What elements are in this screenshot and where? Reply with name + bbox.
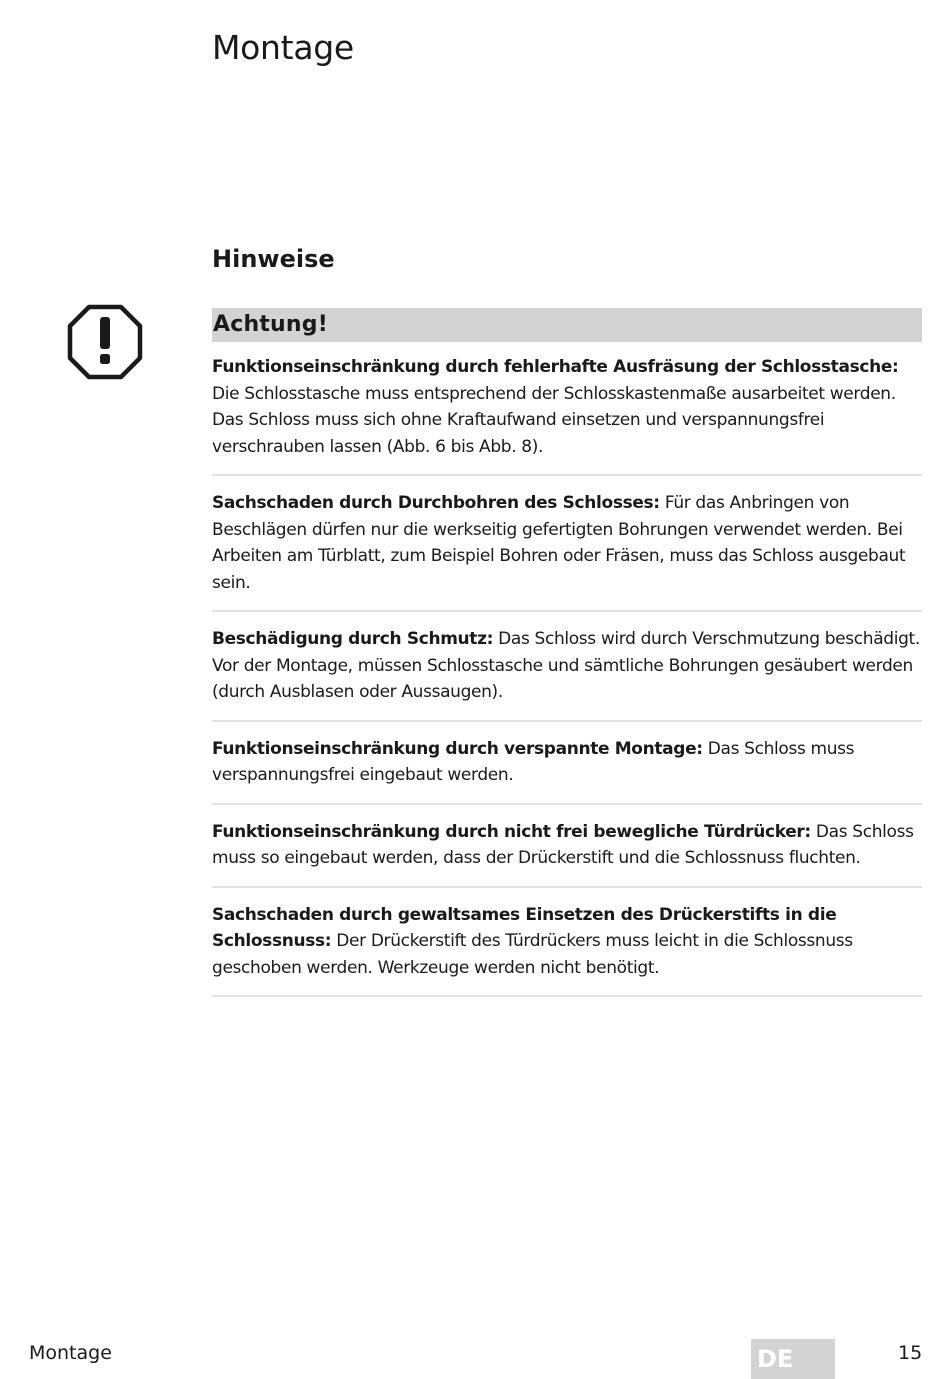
language-badge: DE xyxy=(751,1339,835,1379)
attention-label: Achtung! xyxy=(212,308,922,342)
note-item xyxy=(212,722,922,805)
footer-section-label: Montage xyxy=(29,1342,112,1364)
notice-block xyxy=(212,308,922,997)
note-lead: Funktionseinschränkung durch nicht frei bewegliche Türdrücker: xyxy=(212,821,811,842)
warning-icon xyxy=(67,304,143,380)
note-lead: Sachschaden durch gewaltsames Einsetzen des Drückerstifts in die Schlossnuss: xyxy=(212,904,837,951)
note-text: Das Schloss muss verspannungsfrei eingebaut werden. xyxy=(212,738,855,785)
note-lead: Funktionseinschränkung durch fehlerhafte Ausfräsung der Schlosstasche: xyxy=(212,357,899,377)
note-item xyxy=(212,805,922,888)
note-item xyxy=(212,476,922,612)
note-item xyxy=(212,342,922,476)
note-item xyxy=(212,888,922,998)
note-text: Das Schloss muss so eingebaut werden, dass der Drückerstift und die Schlossnuss fluchten. xyxy=(212,821,914,868)
note-lead: Sachschaden durch Durchbohren des Schlosses: xyxy=(212,493,660,513)
page-title: Montage xyxy=(212,28,354,67)
note-lead: Funktionseinschränkung durch verspannte Montage: xyxy=(212,738,703,759)
note-text: Für das Anbringen von Beschlägen dürfen nur die werkseitig gefertigten Bohrungen verwendet werden. Bei Arbeiten am Türblatt, zum Beispiel Bohren oder Fräsen, muss das Schloss ausgebaut sein. xyxy=(212,493,906,593)
note-lead: Beschädigung durch Schmutz: xyxy=(212,629,494,649)
section-heading: Hinweise xyxy=(212,245,335,273)
note-text: Die Schlosstasche muss entsprechend der Schlosskastenmaße ausarbeitet werden. Das Schloss muss sich ohne Kraftaufwand einsetzen und verspannungsfrei verschrauben lassen (Abb. 6 bis Abb. 8). xyxy=(212,383,896,457)
page-number: 15 xyxy=(898,1342,923,1364)
note-item xyxy=(212,612,922,722)
note-text: Der Drückerstift des Türdrückers muss leicht in die Schlossnuss geschoben werden. Werkzeuge werden nicht benötigt. xyxy=(212,931,853,978)
note-text: Das Schloss wird durch Verschmutzung beschädigt. Vor der Montage, müssen Schlosstasche und sämtliche Bohrungen gesäubert werden (durch Ausblasen oder Aussaugen). xyxy=(212,629,920,702)
